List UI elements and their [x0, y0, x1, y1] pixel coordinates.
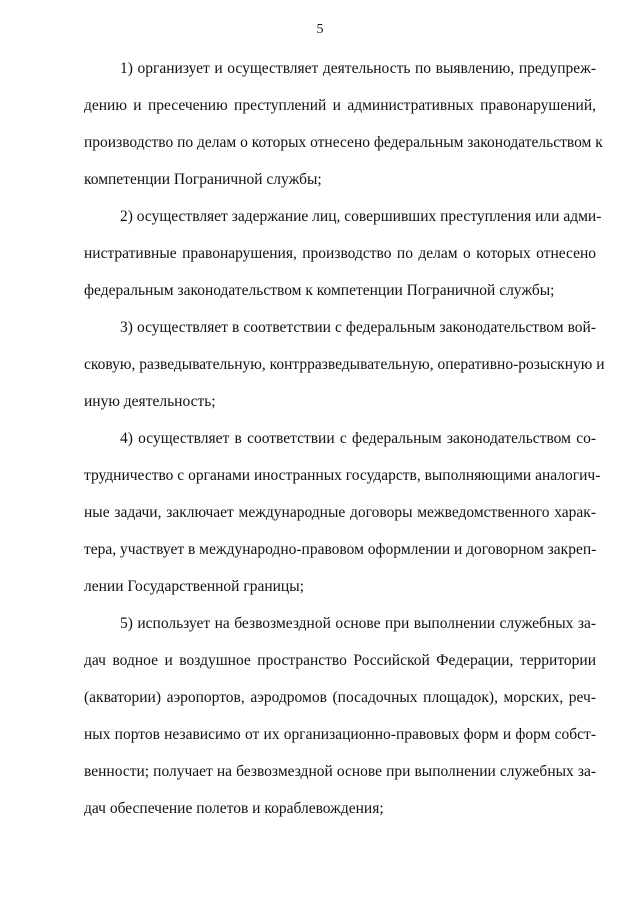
- paragraph-line: лении Государственной границы;: [84, 578, 304, 595]
- paragraph-line: производство по делам о которых отнесено федеральным законодательством к: [84, 134, 603, 151]
- paragraph-line: тера, участвует в международно-правовом оформлении и договорном закреп-: [84, 541, 597, 558]
- paragraph-line: сковую, разведывательную, контрразведывательную, оперативно-розыскную и: [84, 356, 605, 373]
- paragraph-line: ные задачи, заключает международные договоры межведомственного харак-: [84, 504, 596, 521]
- paragraph-4: [84, 430, 601, 596]
- paragraph-line: дач водное и воздушное пространство Российской Федерации, территории: [84, 652, 596, 669]
- paragraph-line: ных портов независимо от их организационно-правовых форм и форм собст-: [84, 726, 596, 743]
- paragraph-line: иную деятельность;: [84, 393, 216, 410]
- paragraph-line: трудничество с органами иностранных государств, выполняющими аналогич-: [84, 467, 601, 484]
- paragraph-1: [84, 60, 603, 189]
- paragraph-line: федеральным законодательством к компетенции Пограничной службы;: [84, 282, 555, 299]
- paragraph-line: 4) осуществляет в соответствии с федеральным законодательством со-: [120, 430, 596, 447]
- document-body: [84, 60, 605, 837]
- page-number: 5: [316, 22, 324, 37]
- paragraph-line: дению и пресечению преступлений и административных правонарушений,: [84, 97, 596, 114]
- paragraph-line: нистративные правонарушения, производство по делам о которых отнесено: [84, 245, 596, 262]
- paragraph-line: 2) осуществляет задержание лиц, совершивших преступления или адми-: [120, 208, 602, 225]
- paragraph-line: компетенции Пограничной службы;: [84, 171, 322, 188]
- paragraph-line: 5) использует на безвозмездной основе при выполнении служебных за-: [120, 615, 596, 632]
- paragraph-line: дач обеспечение полетов и кораблевождения;: [84, 800, 384, 817]
- paragraph-line: 3) осуществляет в соответствии с федеральным законодательством вой-: [120, 319, 596, 336]
- paragraph-line: 1) организует и осуществляет деятельность по выявлению, предупреж-: [120, 60, 596, 77]
- paragraph-2: [84, 208, 602, 300]
- paragraph-5: [84, 615, 596, 818]
- paragraph-line: венности; получает на безвозмездной основе при выполнении служебных за-: [84, 763, 596, 780]
- paragraph-3: [84, 319, 605, 411]
- paragraph-line: (акватории) аэропортов, аэродромов (посадочных площадок), морских, реч-: [84, 689, 596, 706]
